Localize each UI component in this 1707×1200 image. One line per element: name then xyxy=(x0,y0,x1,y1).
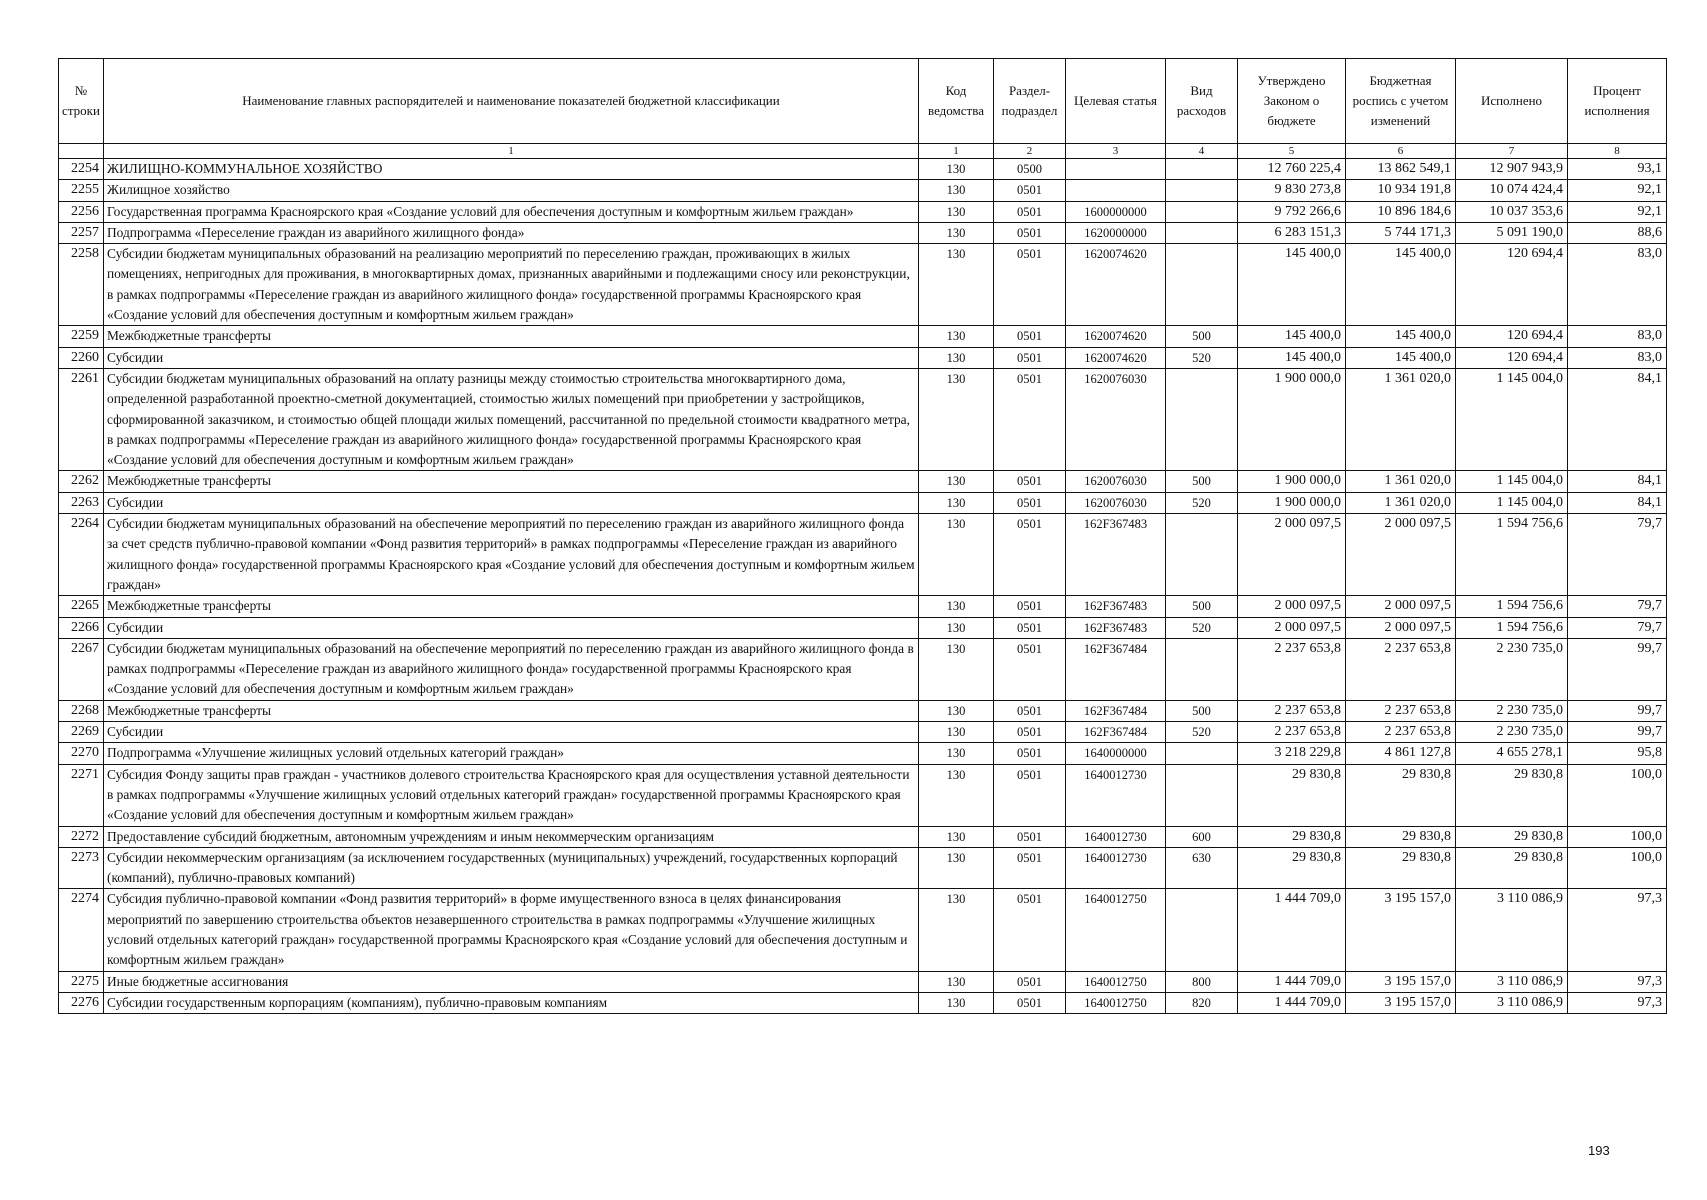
budget-table xyxy=(58,58,1667,1014)
row-percent: 83,0 xyxy=(1568,244,1667,326)
row-name: Субсидии xyxy=(104,722,919,743)
row-budget-list: 29 830,8 xyxy=(1346,764,1456,826)
row-dept-code: 130 xyxy=(919,992,994,1013)
row-name: Субсидии государственным корпорациям (компаниям), публично-правовым компаниям xyxy=(104,992,919,1013)
row-percent: 93,1 xyxy=(1568,159,1667,180)
row-executed: 1 594 756,6 xyxy=(1456,514,1568,596)
row-percent: 79,7 xyxy=(1568,514,1667,596)
row-dept-code: 130 xyxy=(919,596,994,617)
col-number: 4 xyxy=(1166,144,1238,159)
row-percent: 100,0 xyxy=(1568,847,1667,889)
row-target-code xyxy=(1066,180,1166,201)
table-row xyxy=(59,596,1667,617)
row-target-code: 162F367484 xyxy=(1066,638,1166,700)
row-executed: 2 230 735,0 xyxy=(1456,700,1568,721)
row-expense-type: 520 xyxy=(1166,347,1238,368)
row-budget-list: 3 195 157,0 xyxy=(1346,889,1456,971)
row-number: 2255 xyxy=(59,180,104,201)
row-name: Межбюджетные трансферты xyxy=(104,471,919,492)
row-executed: 5 091 190,0 xyxy=(1456,222,1568,243)
row-section-code: 0501 xyxy=(994,201,1066,222)
row-name: Субсидия Фонду защиты прав граждан - участников долевого строительства Красноярского края для осуществления уставной деятельности в рамках подпрограммы «Улучшение жилищных условий отдельных категорий граждан» государственной программы Красноярского края «Создание условий для обеспечения доступным и комфортным жильем граждан» xyxy=(104,764,919,826)
row-budget-list: 3 195 157,0 xyxy=(1346,971,1456,992)
row-budget-list: 1 361 020,0 xyxy=(1346,471,1456,492)
row-budget-list: 4 861 127,8 xyxy=(1346,743,1456,764)
table-body xyxy=(59,159,1667,1014)
row-section-code: 0501 xyxy=(994,722,1066,743)
table-row xyxy=(59,471,1667,492)
row-expense-type xyxy=(1166,159,1238,180)
row-target-code: 1640012730 xyxy=(1066,764,1166,826)
col-number-empty xyxy=(59,144,104,159)
table-row xyxy=(59,638,1667,700)
row-number: 2274 xyxy=(59,889,104,971)
row-executed: 12 907 943,9 xyxy=(1456,159,1568,180)
row-executed: 1 145 004,0 xyxy=(1456,368,1568,470)
header-executed: Исполнено xyxy=(1456,59,1568,144)
table-row xyxy=(59,826,1667,847)
row-target-code: 1640012750 xyxy=(1066,889,1166,971)
row-dept-code: 130 xyxy=(919,743,994,764)
row-expense-type: 520 xyxy=(1166,492,1238,513)
table-row xyxy=(59,222,1667,243)
row-target-code: 1640012750 xyxy=(1066,992,1166,1013)
row-target-code: 162F367483 xyxy=(1066,617,1166,638)
row-budget-list: 1 361 020,0 xyxy=(1346,492,1456,513)
row-percent: 84,1 xyxy=(1568,368,1667,470)
row-percent: 84,1 xyxy=(1568,471,1667,492)
row-executed: 2 230 735,0 xyxy=(1456,638,1568,700)
table-row xyxy=(59,847,1667,889)
col-number: 1 xyxy=(919,144,994,159)
row-expense-type xyxy=(1166,638,1238,700)
row-approved: 1 444 709,0 xyxy=(1238,992,1346,1013)
row-name: Субсидия публично-правовой компании «Фонд развития территорий» в форме имущественного взноса в целях финансирования мероприятий по завершению строительства объектов незавершенного строительства в рамках подпрограммы «Улучшение жилищных условий отдельных категорий граждан» государственной программы Красноярского края «Создание условий для обеспечения доступным и комфортным жильем граждан» xyxy=(104,889,919,971)
row-approved: 1 444 709,0 xyxy=(1238,889,1346,971)
table-row xyxy=(59,971,1667,992)
row-dept-code: 130 xyxy=(919,638,994,700)
row-number: 2256 xyxy=(59,201,104,222)
row-budget-list: 10 896 184,6 xyxy=(1346,201,1456,222)
row-dept-code: 130 xyxy=(919,347,994,368)
row-approved: 1 444 709,0 xyxy=(1238,971,1346,992)
header-percent: Процент исполнения xyxy=(1568,59,1667,144)
table-row xyxy=(59,368,1667,470)
table-row xyxy=(59,492,1667,513)
row-expense-type: 800 xyxy=(1166,971,1238,992)
row-expense-type: 820 xyxy=(1166,992,1238,1013)
row-approved: 145 400,0 xyxy=(1238,326,1346,347)
row-target-code: 1640000000 xyxy=(1066,743,1166,764)
row-name: Межбюджетные трансферты xyxy=(104,700,919,721)
header-target: Целевая статья xyxy=(1066,59,1166,144)
row-percent: 100,0 xyxy=(1568,826,1667,847)
row-target-code: 1620074620 xyxy=(1066,347,1166,368)
row-budget-list: 29 830,8 xyxy=(1346,826,1456,847)
row-section-code: 0501 xyxy=(994,971,1066,992)
header-budget-list: Бюджетная роспись с учетом изменений xyxy=(1346,59,1456,144)
column-number-row xyxy=(59,144,1667,159)
page-number: 193 xyxy=(1588,1143,1610,1158)
row-number: 2258 xyxy=(59,244,104,326)
row-target-code: 1640012730 xyxy=(1066,826,1166,847)
row-number: 2266 xyxy=(59,617,104,638)
row-section-code: 0501 xyxy=(994,889,1066,971)
row-budget-list: 145 400,0 xyxy=(1346,244,1456,326)
row-name: Субсидии xyxy=(104,617,919,638)
row-budget-list: 2 000 097,5 xyxy=(1346,596,1456,617)
row-approved: 29 830,8 xyxy=(1238,764,1346,826)
row-number: 2260 xyxy=(59,347,104,368)
row-budget-list: 10 934 191,8 xyxy=(1346,180,1456,201)
row-number: 2276 xyxy=(59,992,104,1013)
row-section-code: 0501 xyxy=(994,638,1066,700)
row-percent: 92,1 xyxy=(1568,201,1667,222)
row-percent: 84,1 xyxy=(1568,492,1667,513)
row-expense-type: 600 xyxy=(1166,826,1238,847)
row-dept-code: 130 xyxy=(919,971,994,992)
row-expense-type xyxy=(1166,201,1238,222)
row-percent: 95,8 xyxy=(1568,743,1667,764)
row-name: Субсидии xyxy=(104,347,919,368)
row-name: Подпрограмма «Переселение граждан из аварийного жилищного фонда» xyxy=(104,222,919,243)
row-percent: 92,1 xyxy=(1568,180,1667,201)
row-dept-code: 130 xyxy=(919,471,994,492)
header-exp-type: Вид расходов xyxy=(1166,59,1238,144)
row-budget-list: 2 237 653,8 xyxy=(1346,700,1456,721)
row-executed: 1 145 004,0 xyxy=(1456,492,1568,513)
row-approved: 2 000 097,5 xyxy=(1238,514,1346,596)
row-approved: 12 760 225,4 xyxy=(1238,159,1346,180)
row-dept-code: 130 xyxy=(919,826,994,847)
row-approved: 145 400,0 xyxy=(1238,347,1346,368)
row-target-code: 162F367484 xyxy=(1066,722,1166,743)
row-percent: 83,0 xyxy=(1568,347,1667,368)
row-name: Субсидии бюджетам муниципальных образований на оплату разницы между стоимостью строительства многоквартирного дома, определенной разработанной проектно-сметной документацией, стоимостью жилых помещений при приобретении у застройщиков, сформированной заказчиком, и стоимостью общей площади жилых помещений, рассчитанной по предельной стоимости квадратного метра, в рамках подпрограммы «Переселение граждан из аварийного жилищного фонда» государственной программы Красноярского края «Создание условий для обеспечения доступным и комфортным жильем граждан» xyxy=(104,368,919,470)
row-approved: 2 000 097,5 xyxy=(1238,617,1346,638)
table-row xyxy=(59,180,1667,201)
row-number: 2270 xyxy=(59,743,104,764)
row-budget-list: 29 830,8 xyxy=(1346,847,1456,889)
row-name: Субсидии бюджетам муниципальных образований на обеспечение мероприятий по переселению граждан из аварийного жилищного фонда в рамках подпрограммы «Переселение граждан из аварийного жилищного фонда» государственной программы Красноярского края «Создание условий для обеспечения доступным и комфортным жильем граждан» xyxy=(104,638,919,700)
row-percent: 79,7 xyxy=(1568,617,1667,638)
row-number: 2262 xyxy=(59,471,104,492)
row-expense-type xyxy=(1166,368,1238,470)
row-section-code: 0501 xyxy=(994,492,1066,513)
col-number: 1 xyxy=(104,144,919,159)
row-name: Предоставление субсидий бюджетным, автономным учреждениям и иным некоммерческим организациям xyxy=(104,826,919,847)
col-number: 7 xyxy=(1456,144,1568,159)
row-dept-code: 130 xyxy=(919,222,994,243)
row-executed: 120 694,4 xyxy=(1456,244,1568,326)
row-executed: 10 037 353,6 xyxy=(1456,201,1568,222)
row-executed: 2 230 735,0 xyxy=(1456,722,1568,743)
row-section-code: 0501 xyxy=(994,514,1066,596)
row-approved: 29 830,8 xyxy=(1238,847,1346,889)
row-section-code: 0501 xyxy=(994,222,1066,243)
row-name: Межбюджетные трансферты xyxy=(104,326,919,347)
row-executed: 29 830,8 xyxy=(1456,764,1568,826)
row-number: 2259 xyxy=(59,326,104,347)
row-number: 2268 xyxy=(59,700,104,721)
row-name: Субсидии бюджетам муниципальных образований на реализацию мероприятий по переселению граждан, проживающих в жилых помещениях, непригодных для проживания, в многоквартирных домах, признанных аварийными и подлежащими сносу или реконструкции, в рамках подпрограммы «Переселение граждан из аварийного жилищного фонда» государственной программы Красноярского края «Создание условий для обеспечения доступным и комфортным жильем граждан» xyxy=(104,244,919,326)
row-expense-type: 500 xyxy=(1166,326,1238,347)
row-percent: 79,7 xyxy=(1568,596,1667,617)
row-approved: 145 400,0 xyxy=(1238,244,1346,326)
row-percent: 99,7 xyxy=(1568,700,1667,721)
col-number: 6 xyxy=(1346,144,1456,159)
row-expense-type xyxy=(1166,180,1238,201)
table-row xyxy=(59,764,1667,826)
row-number: 2272 xyxy=(59,826,104,847)
row-expense-type: 630 xyxy=(1166,847,1238,889)
table-row xyxy=(59,889,1667,971)
table-row xyxy=(59,722,1667,743)
row-expense-type xyxy=(1166,889,1238,971)
table-row xyxy=(59,700,1667,721)
row-section-code: 0501 xyxy=(994,596,1066,617)
row-budget-list: 145 400,0 xyxy=(1346,347,1456,368)
table-row xyxy=(59,743,1667,764)
table-row xyxy=(59,326,1667,347)
row-dept-code: 130 xyxy=(919,492,994,513)
row-name: Иные бюджетные ассигнования xyxy=(104,971,919,992)
row-expense-type xyxy=(1166,743,1238,764)
row-expense-type: 500 xyxy=(1166,596,1238,617)
row-percent: 97,3 xyxy=(1568,992,1667,1013)
row-target-code: 1620074620 xyxy=(1066,244,1166,326)
row-budget-list: 3 195 157,0 xyxy=(1346,992,1456,1013)
col-number: 2 xyxy=(994,144,1066,159)
row-approved: 29 830,8 xyxy=(1238,826,1346,847)
row-percent: 88,6 xyxy=(1568,222,1667,243)
row-target-code: 162F367484 xyxy=(1066,700,1166,721)
row-executed: 3 110 086,9 xyxy=(1456,992,1568,1013)
row-budget-list: 2 000 097,5 xyxy=(1346,617,1456,638)
row-expense-type: 520 xyxy=(1166,617,1238,638)
row-number: 2275 xyxy=(59,971,104,992)
row-number: 2257 xyxy=(59,222,104,243)
row-dept-code: 130 xyxy=(919,764,994,826)
row-section-code: 0501 xyxy=(994,347,1066,368)
row-name: ЖИЛИЩНО-КОММУНАЛЬНОЕ ХОЗЯЙСТВО xyxy=(104,159,919,180)
row-approved: 2 237 653,8 xyxy=(1238,722,1346,743)
row-percent: 83,0 xyxy=(1568,326,1667,347)
row-executed: 1 594 756,6 xyxy=(1456,617,1568,638)
row-expense-type xyxy=(1166,514,1238,596)
col-number: 3 xyxy=(1066,144,1166,159)
row-executed: 1 145 004,0 xyxy=(1456,471,1568,492)
row-expense-type: 500 xyxy=(1166,471,1238,492)
row-expense-type xyxy=(1166,222,1238,243)
row-target-code: 1620076030 xyxy=(1066,368,1166,470)
row-number: 2273 xyxy=(59,847,104,889)
row-dept-code: 130 xyxy=(919,159,994,180)
row-budget-list: 145 400,0 xyxy=(1346,326,1456,347)
row-percent: 100,0 xyxy=(1568,764,1667,826)
row-dept-code: 130 xyxy=(919,368,994,470)
row-name: Субсидии xyxy=(104,492,919,513)
row-dept-code: 130 xyxy=(919,847,994,889)
row-executed: 120 694,4 xyxy=(1456,326,1568,347)
row-target-code: 1600000000 xyxy=(1066,201,1166,222)
row-target-code: 162F367483 xyxy=(1066,596,1166,617)
row-section-code: 0501 xyxy=(994,617,1066,638)
header-approved: Утверждено Законом о бюджете xyxy=(1238,59,1346,144)
row-executed: 10 074 424,4 xyxy=(1456,180,1568,201)
row-number: 2263 xyxy=(59,492,104,513)
row-name: Субсидии бюджетам муниципальных образований на обеспечение мероприятий по переселению граждан из аварийного жилищного фонда за счет средств публично-правовой компании «Фонд развития территорий» в рамках подпрограммы «Переселение граждан из аварийного жилищного фонда» государственной программы Красноярского края «Создание условий для обеспечения доступным и комфортным жильем граждан» xyxy=(104,514,919,596)
row-approved: 1 900 000,0 xyxy=(1238,368,1346,470)
row-section-code: 0500 xyxy=(994,159,1066,180)
table-row xyxy=(59,617,1667,638)
row-approved: 2 000 097,5 xyxy=(1238,596,1346,617)
row-approved: 9 792 266,6 xyxy=(1238,201,1346,222)
row-target-code: 1640012730 xyxy=(1066,847,1166,889)
row-budget-list: 2 237 653,8 xyxy=(1346,722,1456,743)
row-percent: 99,7 xyxy=(1568,638,1667,700)
row-budget-list: 2 000 097,5 xyxy=(1346,514,1456,596)
header-row xyxy=(59,59,1667,144)
row-dept-code: 130 xyxy=(919,617,994,638)
row-number: 2267 xyxy=(59,638,104,700)
row-section-code: 0501 xyxy=(994,700,1066,721)
row-section-code: 0501 xyxy=(994,847,1066,889)
header-section: Раздел- подраздел xyxy=(994,59,1066,144)
row-approved: 2 237 653,8 xyxy=(1238,700,1346,721)
col-number: 8 xyxy=(1568,144,1667,159)
row-expense-type xyxy=(1166,764,1238,826)
row-section-code: 0501 xyxy=(994,826,1066,847)
row-target-code xyxy=(1066,159,1166,180)
row-approved: 6 283 151,3 xyxy=(1238,222,1346,243)
row-dept-code: 130 xyxy=(919,244,994,326)
row-section-code: 0501 xyxy=(994,743,1066,764)
row-target-code: 1620076030 xyxy=(1066,471,1166,492)
row-percent: 97,3 xyxy=(1568,971,1667,992)
row-number: 2271 xyxy=(59,764,104,826)
row-name: Межбюджетные трансферты xyxy=(104,596,919,617)
table-row xyxy=(59,514,1667,596)
row-target-code: 162F367483 xyxy=(1066,514,1166,596)
row-target-code: 1620074620 xyxy=(1066,326,1166,347)
row-budget-list: 5 744 171,3 xyxy=(1346,222,1456,243)
row-dept-code: 130 xyxy=(919,326,994,347)
table-row xyxy=(59,347,1667,368)
table-row xyxy=(59,159,1667,180)
table-row xyxy=(59,244,1667,326)
table-row xyxy=(59,201,1667,222)
row-budget-list: 1 361 020,0 xyxy=(1346,368,1456,470)
row-dept-code: 130 xyxy=(919,722,994,743)
row-expense-type: 500 xyxy=(1166,700,1238,721)
row-dept-code: 130 xyxy=(919,700,994,721)
row-executed: 120 694,4 xyxy=(1456,347,1568,368)
row-number: 2254 xyxy=(59,159,104,180)
row-executed: 29 830,8 xyxy=(1456,826,1568,847)
row-name: Субсидии некоммерческим организациям (за исключением государственных (муниципальных) учреждений, государственных корпораций (компаний), публично-правовых компаний) xyxy=(104,847,919,889)
row-percent: 97,3 xyxy=(1568,889,1667,971)
row-section-code: 0501 xyxy=(994,180,1066,201)
row-approved: 1 900 000,0 xyxy=(1238,492,1346,513)
row-number: 2261 xyxy=(59,368,104,470)
budget-report-sheet xyxy=(58,58,1666,1014)
row-number: 2265 xyxy=(59,596,104,617)
row-executed: 3 110 086,9 xyxy=(1456,889,1568,971)
row-section-code: 0501 xyxy=(994,326,1066,347)
row-approved: 9 830 273,8 xyxy=(1238,180,1346,201)
row-target-code: 1640012750 xyxy=(1066,971,1166,992)
row-approved: 2 237 653,8 xyxy=(1238,638,1346,700)
header-row-no: № строки xyxy=(59,59,104,144)
row-section-code: 0501 xyxy=(994,471,1066,492)
row-budget-list: 2 237 653,8 xyxy=(1346,638,1456,700)
row-name: Государственная программа Красноярского края «Создание условий для обеспечения доступным и комфортным жильем граждан» xyxy=(104,201,919,222)
row-percent: 99,7 xyxy=(1568,722,1667,743)
row-section-code: 0501 xyxy=(994,992,1066,1013)
row-approved: 1 900 000,0 xyxy=(1238,471,1346,492)
row-section-code: 0501 xyxy=(994,764,1066,826)
header-dept: Код ведомства xyxy=(919,59,994,144)
row-target-code: 1620000000 xyxy=(1066,222,1166,243)
row-target-code: 1620076030 xyxy=(1066,492,1166,513)
row-dept-code: 130 xyxy=(919,201,994,222)
row-executed: 29 830,8 xyxy=(1456,847,1568,889)
row-budget-list: 13 862 549,1 xyxy=(1346,159,1456,180)
row-dept-code: 130 xyxy=(919,180,994,201)
row-approved: 3 218 229,8 xyxy=(1238,743,1346,764)
col-number: 5 xyxy=(1238,144,1346,159)
row-executed: 1 594 756,6 xyxy=(1456,596,1568,617)
row-number: 2269 xyxy=(59,722,104,743)
row-dept-code: 130 xyxy=(919,889,994,971)
row-name: Жилищное хозяйство xyxy=(104,180,919,201)
row-name: Подпрограмма «Улучшение жилищных условий отдельных категорий граждан» xyxy=(104,743,919,764)
row-section-code: 0501 xyxy=(994,244,1066,326)
row-number: 2264 xyxy=(59,514,104,596)
row-expense-type xyxy=(1166,244,1238,326)
row-section-code: 0501 xyxy=(994,368,1066,470)
row-executed: 4 655 278,1 xyxy=(1456,743,1568,764)
row-dept-code: 130 xyxy=(919,514,994,596)
table-row xyxy=(59,992,1667,1013)
row-executed: 3 110 086,9 xyxy=(1456,971,1568,992)
row-expense-type: 520 xyxy=(1166,722,1238,743)
header-name: Наименование главных распорядителей и наименование показателей бюджетной классификации xyxy=(104,59,919,144)
